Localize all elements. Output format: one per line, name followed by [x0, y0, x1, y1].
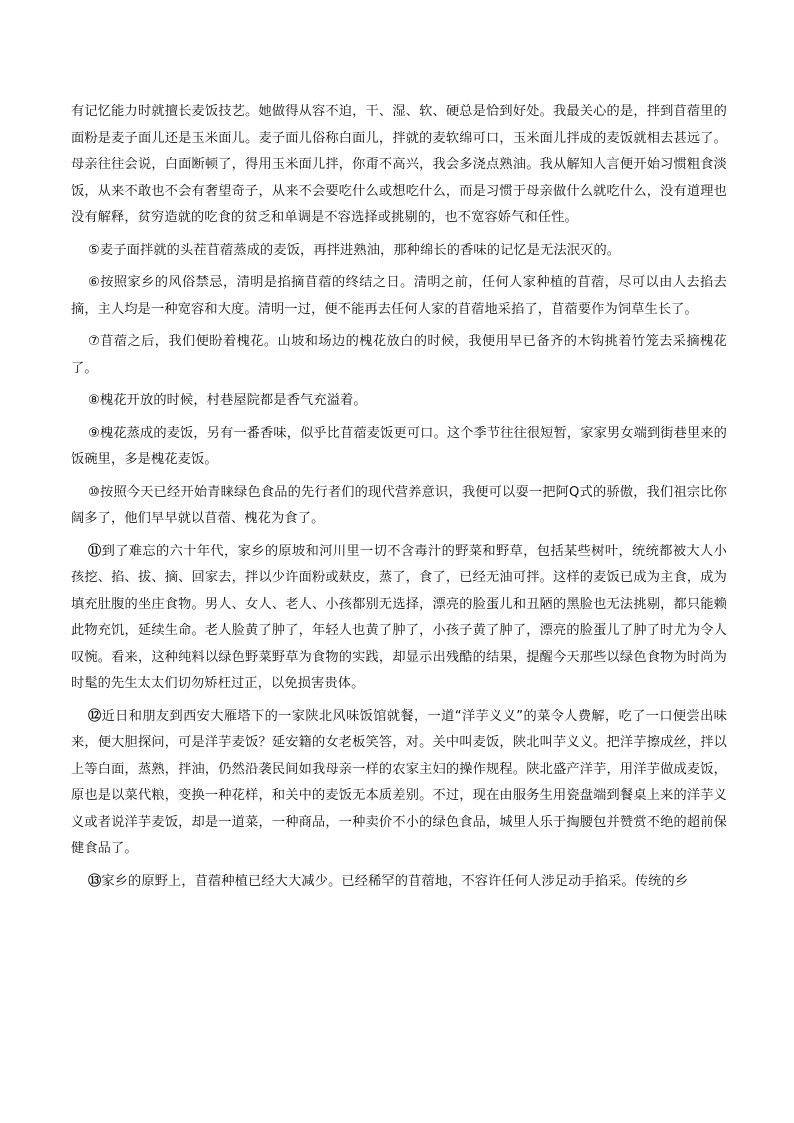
- paragraph-number: ⑩: [88, 484, 101, 500]
- paragraph-text: 槐花开放的时候，村巷屋院都是香气充溢着。: [99, 393, 367, 408]
- paragraph-number: ⑧: [88, 393, 100, 408]
- paragraph-number: ⑪: [88, 543, 102, 559]
- paragraph-continued: [71, 99, 727, 232]
- paragraph-5: [71, 238, 727, 265]
- paragraph-text: 近日和朋友到西安大雁塔下的一家陕北风味饭馆就餐，一道“洋芋义义”的菜令人费解，吃了一口便尝出味来，便大胆探问，可是洋芋麦饭？延安籍的女老板笑答，对。关中叫麦饭，陕北叫芋义义。把洋芋擦成丝，拌以上等白面，蒸熟，拌油，仍然沿袭民间如我母亲一样的农家主妇的操作规程。陕北盛产洋芋，用洋芋做成麦饭，原也是以菜代粮，变换一种花样，和关中的麦饭无本质差别。不过，现在由服务生用瓷盘端到餐桌上来的洋芋义义或者说洋芋麦饭，却是一道菜，一种商品，一种卖价不小的绿色食品，城里人乐于掏腰包并赞赏不绝的超前保健食品了。: [71, 708, 727, 856]
- paragraph-number: ⑤: [88, 242, 100, 258]
- document-page: [71, 99, 727, 901]
- paragraph-13: [71, 869, 727, 896]
- paragraph-text: 槐花蒸成的麦饭，另有一番香味，似乎比苜蓿麦饭更可口。这个季节往往很短暂，家家男女端到街巷里来的饭碗里，多是槐花麦饭。: [71, 425, 727, 467]
- paragraph-number: ⑨: [88, 425, 100, 441]
- paragraph-12: [71, 704, 727, 863]
- paragraph-number: ⑦: [88, 334, 101, 349]
- paragraph-11: [71, 539, 727, 698]
- paragraph-text: 麦子面拌就的头茬苜蓿蒸成的麦饭，再拌进熟油，那种绵长的香味的记忆是无法泯灭的。: [99, 242, 621, 258]
- paragraph-text: 苜蓿之后，我们便盼着槐花。山坡和场边的槐花放白的时候，我便用早已备齐的木钩挑着竹笼去采摘槐花了。: [71, 334, 727, 376]
- paragraph-text: 家乡的原野上，苜蓿种植已经大大减少。已经稀罕的苜蓿地，不容许任何人涉足动手掐采。传统的乡: [101, 873, 689, 889]
- paragraph-7: [71, 329, 727, 382]
- paragraph-8: [71, 388, 727, 415]
- paragraph-10: [71, 480, 727, 533]
- paragraph-number: ⑬: [88, 873, 102, 889]
- paragraph-text: 按照家乡的风俗禁忌，清明是掐摘苜蓿的终结之日。清明之前，任何人家种植的苜蓿，尽可以由人去掐去摘，主人均是一种宽容和大度。清明一过，便不能再去任何人家的苜蓿地采掐了，苜蓿要作为饲草生长了。: [71, 275, 727, 317]
- paragraph-text: 到了难忘的六十年代，家乡的原坡和河川里一切不含毒汁的野菜和野草，包括某些树叶，统统都被大人小孩挖、掐、拔、摘、回家去，拌以少许面粉或麸皮，蒸了，食了，已经无油可拌。这样的麦饭已成为主食，成为填充肚腹的坐庄食物。男人、女人、老人、小孩都别无选择，漂亮的脸蛋儿和丑陋的黑脸也无法挑剔，都只能赖此物充饥，延续生命。老人脸黄了肿了，年轻人也黄了肿了，小孩子黄了肿了，漂亮的脸蛋儿了肿了时尤为令人叹惋。看来，这种纯料以绿色野菜野草为食物的实践，却显示出残酷的结果，提醒今天那些以绿色食物为时尚为时髦的先生太太们切勿矫枉过正，以免损害贵体。: [71, 543, 727, 691]
- paragraph-6: [71, 270, 727, 323]
- paragraph-number: ⑫: [88, 708, 102, 724]
- paragraph-9: [71, 421, 727, 474]
- paragraph-text: 有记忆能力时就擅长麦饭技艺。她做得从容不迫，干、湿、软、硬总是恰到好处。我最关心的是，拌到苜蓿里的面粉是麦子面儿还是玉米面儿。麦子面儿俗称白面儿，拌就的麦软绵可口，玉米面儿拌成的麦饭就相去甚远了。母亲往往会说，白面断顿了，得用玉米面儿拌，你甭不高兴，我会多浇点熟油。我从解知人言便开始习惯粗食淡饭，从来不敢也不会有奢望奇子，从来不会要吃什么或想吃什么，而是习惯于母亲做什么就吃什么，没有道理也没有解释，贫穷造就的吃食的贫乏和单调是不容选择或挑剔的，也不宽容娇气和任性。: [71, 104, 727, 225]
- paragraph-number: ⑥: [88, 275, 101, 290]
- paragraph-text: 按照今天已经开始青睐绿色食品的先行者们的现代营养意识，我便可以耍一把阿Q式的骄傲，我们祖宗比你阔多了，他们早早就以苜蓿、槐花为食了。: [71, 484, 727, 526]
